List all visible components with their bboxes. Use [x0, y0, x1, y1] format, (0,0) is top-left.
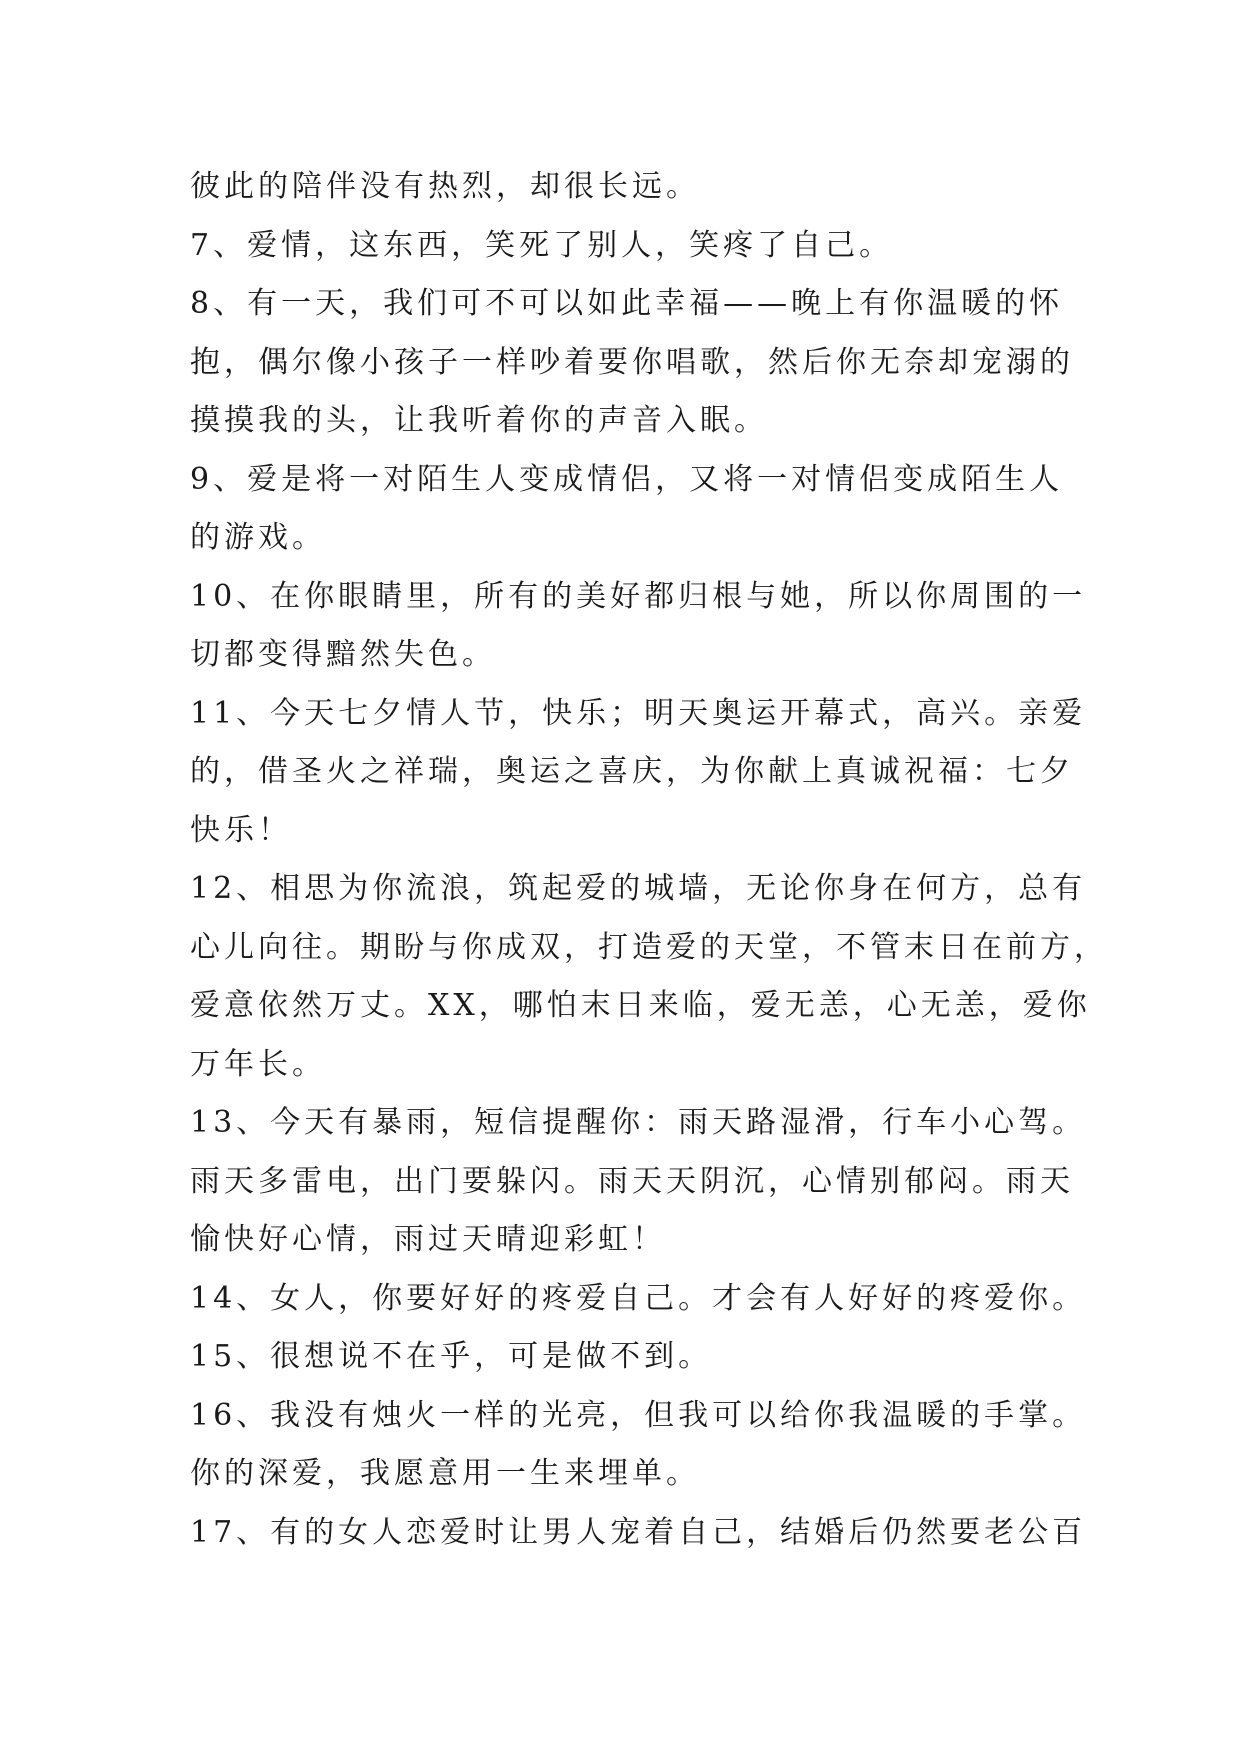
- text-line: 抱，偶尔像小孩子一样吵着要你唱歌，然后你无奈却宠溺的: [190, 344, 1074, 380]
- text-line: 的游戏。: [190, 520, 326, 555]
- text-line: 万年长。: [190, 1046, 326, 1082]
- text-line: 爱意依然万丈。XX，哪怕末日来临，爱无恙，心无恙，爱你: [190, 988, 1091, 1023]
- text-line: 8、有一天，我们可不可以如此幸福——晚上有你温暖的怀: [190, 286, 1064, 321]
- text-line: 10、在你眼睛里，所有的美好都归根与她，所以你周围的一: [190, 578, 1087, 614]
- text-line: 摸摸我的头，让我听着你的声音入眠。: [190, 403, 768, 438]
- text-line: 愉快好心情，雨过天晴迎彩虹！: [190, 1222, 666, 1257]
- text-line: 心儿向往。期盼与你成双，打造爱的天堂，不管末日在前方，: [190, 929, 1108, 965]
- text-line: 7、爱情，这东西，笑死了别人，笑疼了自己。: [190, 227, 894, 263]
- text-line: 14、女人，你要好好的疼爱自己。才会有人好好的疼爱你。: [190, 1280, 1087, 1316]
- text-line: 16、我没有烛火一样的光亮，但我可以给你我温暖的手掌。: [190, 1397, 1087, 1433]
- text-line: 13、今天有暴雨，短信提醒你：雨天路湿滑，行车小心驾。: [190, 1105, 1087, 1140]
- text-line: 15、很想说不在乎，可是做不到。: [190, 1339, 713, 1374]
- text-line: 你的深爱，我愿意用一生来埋单。: [190, 1456, 700, 1491]
- text-line: 9、爱是将一对陌生人变成情侣，又将一对情侣变成陌生人: [190, 461, 1064, 497]
- text-line: 17、有的女人恋爱时让男人宠着自己，结婚后仍然要老公百: [190, 1514, 1087, 1550]
- text-line: 雨天多雷电，出门要躲闪。雨天天阴沉，心情别郁闷。雨天: [190, 1163, 1074, 1199]
- text-line: 11、今天七夕情人节，快乐；明天奥运开幕式，高兴。亲爱: [190, 695, 1087, 731]
- text-line: 切都变得黯然失色。: [190, 637, 496, 672]
- text-line: 快乐！: [190, 812, 292, 848]
- document-body: [190, 158, 1108, 1562]
- text-line: 彼此的陪伴没有热烈，却很长远。: [190, 169, 700, 204]
- text-line: 12、相思为你流浪，筑起爱的城墙，无论你身在何方，总有: [190, 871, 1087, 906]
- text-line: 的，借圣火之祥瑞，奥运之喜庆，为你献上真诚祝福：七夕: [190, 754, 1074, 789]
